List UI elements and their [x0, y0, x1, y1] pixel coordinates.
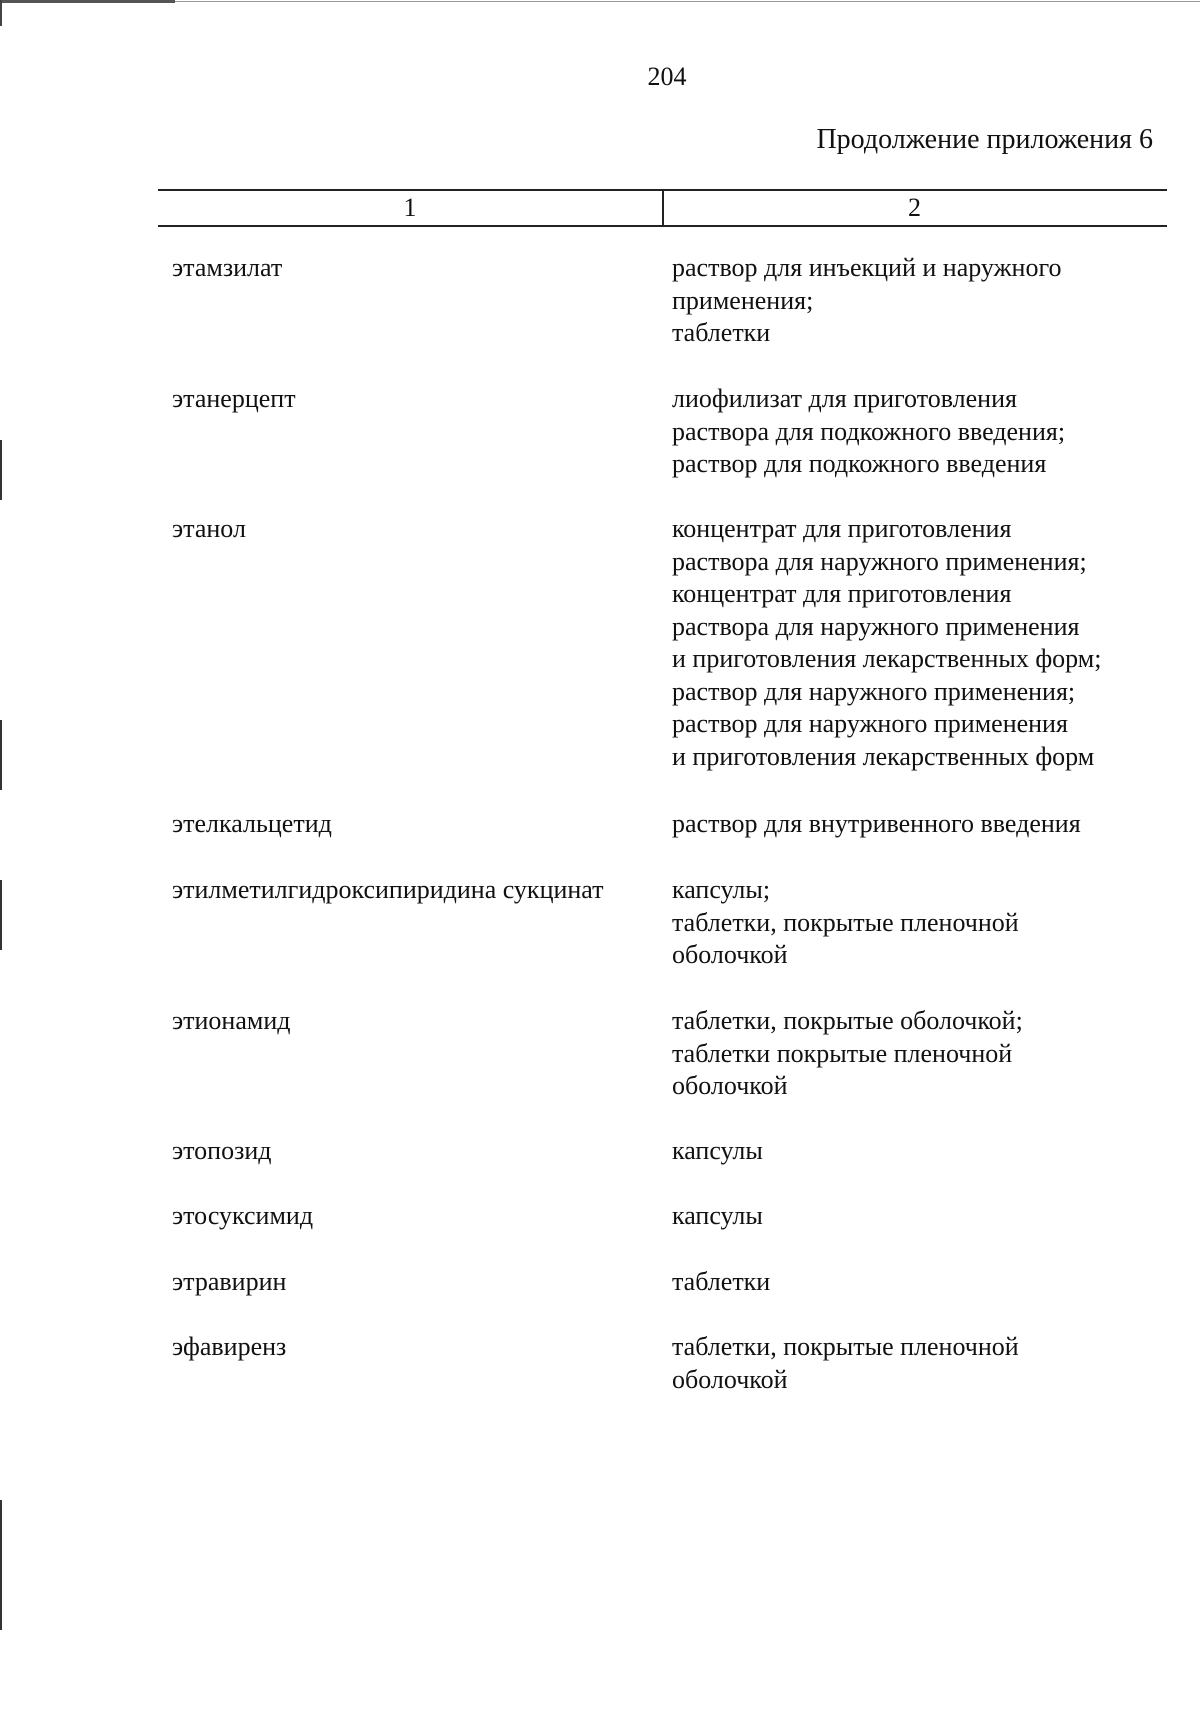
dosage-forms: [672, 1331, 1172, 1396]
dosage-form-line: таблетки: [672, 318, 771, 347]
scan-edge-artifact: [0, 0, 175, 3]
drug-name: этилметилгидроксипиридина сукцинат: [172, 875, 604, 904]
dosage-form-line: раствор для наружного применения: [672, 709, 1068, 738]
drug-name: этелкальцетид: [172, 809, 332, 838]
drug-name: этамзилат: [172, 253, 283, 282]
drug-name: эфавиренз: [172, 1332, 287, 1361]
scan-margin-mark: [0, 1500, 2, 1630]
dosage-forms: [672, 1135, 1172, 1168]
dosage-form-line: и приготовления лекарственных форм;: [672, 644, 1102, 673]
drug-name: этанол: [172, 514, 246, 543]
dosage-form-line: таблетки, покрытые пленочной: [672, 1332, 1019, 1361]
dosage-form-line: капсулы: [672, 1201, 763, 1230]
dosage-forms: [672, 383, 1172, 481]
dosage-form-line: оболочкой: [672, 1071, 788, 1100]
dosage-forms: [672, 252, 1172, 350]
dosage-form-line: капсулы;: [672, 875, 771, 904]
dosage-forms: [672, 808, 1172, 841]
dosage-form-line: раствор для внутривенного введения: [672, 809, 1081, 838]
continuation-label: Продолжение приложения 6: [816, 124, 1153, 155]
table-header: [158, 189, 1167, 227]
dosage-form-line: концентрат для приготовления: [672, 514, 1012, 543]
dosage-form-line: таблетки, покрытые оболочкой;: [672, 1006, 1023, 1035]
scan-edge-artifact: [175, 1, 1200, 2]
dosage-form-line: таблетки покрытые пленочной: [672, 1038, 1013, 1068]
dosage-form-line: капсулы: [672, 1136, 763, 1165]
dosage-form-line: таблетки: [672, 1267, 771, 1296]
dosage-form-line: раствор для подкожного введения: [672, 449, 1047, 478]
page-number: 204: [647, 62, 687, 91]
dosage-forms: [672, 1266, 1172, 1299]
scan-margin-mark: [0, 440, 2, 500]
scan-edge-artifact: [0, 0, 2, 26]
drug-name: этосуксимид: [172, 1201, 314, 1230]
dosage-form-line: и приготовления лекарственных форм: [672, 741, 1095, 771]
drug-name: этравирин: [172, 1267, 287, 1296]
dosage-form-line: раствора для подкожного введения;: [672, 416, 1066, 446]
dosage-forms: [672, 1200, 1172, 1233]
dosage-form-line: оболочкой: [672, 1364, 788, 1394]
dosage-form-line: раствор для наружного применения;: [672, 676, 1076, 706]
column-header-1: 1: [403, 193, 417, 222]
dosage-form-line: лиофилизат для приготовления: [672, 384, 1017, 413]
scan-margin-mark: [0, 880, 2, 950]
dosage-form-line: применения;: [672, 285, 814, 315]
drug-name: этанерцепт: [172, 384, 296, 413]
dosage-forms: [672, 874, 1172, 972]
dosage-forms: [672, 1005, 1172, 1103]
dosage-form-line: таблетки, покрытые пленочной: [672, 907, 1019, 937]
dosage-form-line: раствора для наружного применения;: [672, 546, 1087, 576]
drug-name: этионамид: [172, 1006, 291, 1035]
drug-name: этопозид: [172, 1136, 272, 1165]
column-header-2: 2: [908, 193, 921, 222]
dosage-forms: [672, 513, 1172, 773]
dosage-form-line: раствор для инъекций и наружного: [672, 253, 1062, 282]
dosage-form-line: оболочкой: [672, 940, 788, 969]
dosage-form-line: раствора для наружного применения: [672, 611, 1080, 641]
scan-margin-mark: [0, 720, 2, 790]
dosage-form-line: концентрат для приготовления: [672, 579, 1012, 608]
